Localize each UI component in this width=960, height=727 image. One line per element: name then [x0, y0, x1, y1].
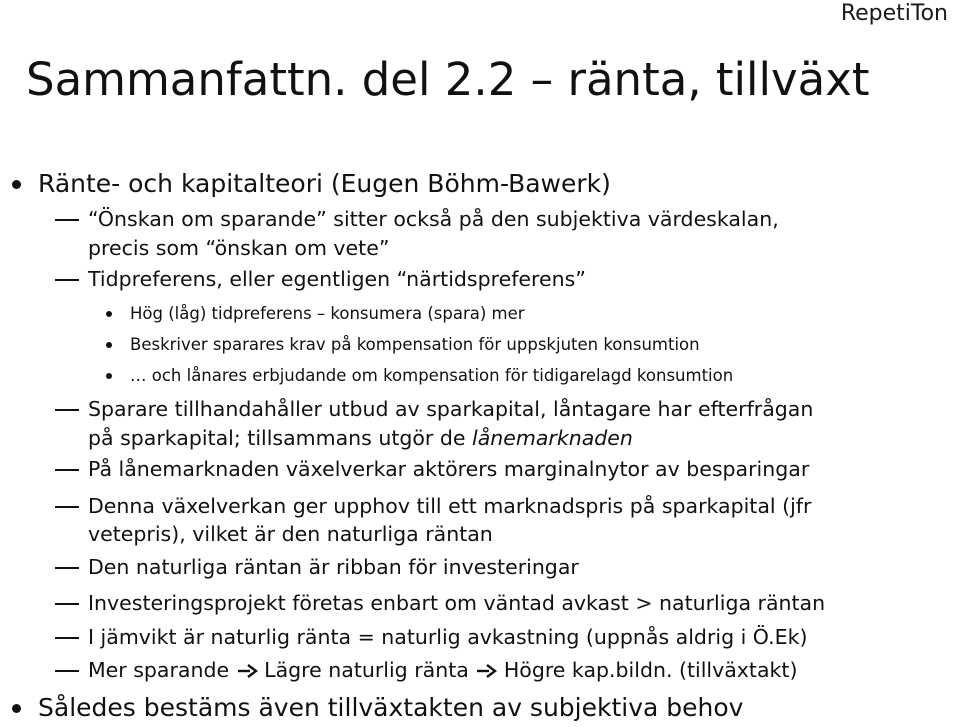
sub-item-text: Investeringsprojekt företas enbart om väntad avkast > naturliga räntan — [88, 591, 826, 615]
bullet-icon — [12, 704, 21, 713]
cause-text: Mer sparande — [88, 658, 230, 682]
sub-item-text: Denna växelverkan ger upphov till ett marknadspris på sparkapital (jfr — [88, 494, 812, 518]
sub-item-text: I jämvikt är naturlig ränta = naturlig avkastning (uppnås aldrig i Ö.Ek) — [88, 625, 808, 649]
result-text: Högre kap.bildn. (tillväxtakt) — [503, 658, 798, 682]
sub-item-text — [88, 424, 633, 453]
sub-item-text: precis som “önskan om vete” — [88, 236, 390, 260]
dash-icon — [55, 637, 79, 639]
sub-item-text: Den naturliga räntan är ribban för investeringar — [88, 555, 579, 579]
dash-icon — [55, 409, 79, 411]
bullet-icon — [106, 342, 112, 348]
dash-icon — [55, 670, 79, 672]
effect-text: Lägre naturlig ränta — [264, 658, 469, 682]
sub-item-text — [88, 656, 797, 685]
dash-icon — [55, 219, 79, 221]
bullet-icon — [12, 180, 21, 189]
emphasis-term: lånemarknaden — [472, 426, 633, 450]
dash-icon — [55, 279, 79, 281]
sub-item-text: “Önskan om sparande” sitter också på den subjektiva värdeskalan, — [88, 207, 779, 231]
sub-item-text: Tidpreferens, eller egentligen “närtidspreferens” — [88, 267, 586, 291]
bullet-icon — [106, 373, 112, 379]
dash-icon — [55, 469, 79, 471]
slide-title: Sammanfattn. del 2.2 – ränta, tillväxt — [26, 53, 870, 106]
right-arrow-icon — [236, 663, 258, 679]
sub-item-text: På lånemarknaden växelverkar aktörers marginalnytor av besparingar — [88, 457, 810, 481]
sub-item-text: vetepris), vilket är den naturliga räntan — [88, 522, 493, 546]
bullet-text: Således bestäms även tillväxtakten av subjektiva behov — [38, 693, 744, 722]
bullet-text: Ränte- och kapitalteori (Eugen Böhm-Bawerk) — [38, 169, 611, 198]
bullet-icon — [106, 311, 112, 317]
sub-sub-item-text: Hög (låg) tidpreferens – konsumera (spara) mer — [130, 304, 525, 323]
sub-item-text-plain: på sparkapital; tillsammans utgör de — [88, 426, 473, 450]
dash-icon — [55, 567, 79, 569]
sub-item-text: Sparare tillhandahåller utbud av sparkapital, låntagare har efterfrågan — [88, 397, 814, 421]
dash-icon — [55, 603, 79, 605]
section-tag: RepetiTon — [840, 1, 948, 26]
sub-sub-item-text: … och lånares erbjudande om kompensation för tidigarelagd konsumtion — [130, 366, 734, 385]
dash-icon — [55, 506, 79, 508]
right-arrow-icon — [475, 663, 497, 679]
sub-sub-item-text: Beskriver sparares krav på kompensation för uppskjuten konsumtion — [130, 335, 700, 354]
